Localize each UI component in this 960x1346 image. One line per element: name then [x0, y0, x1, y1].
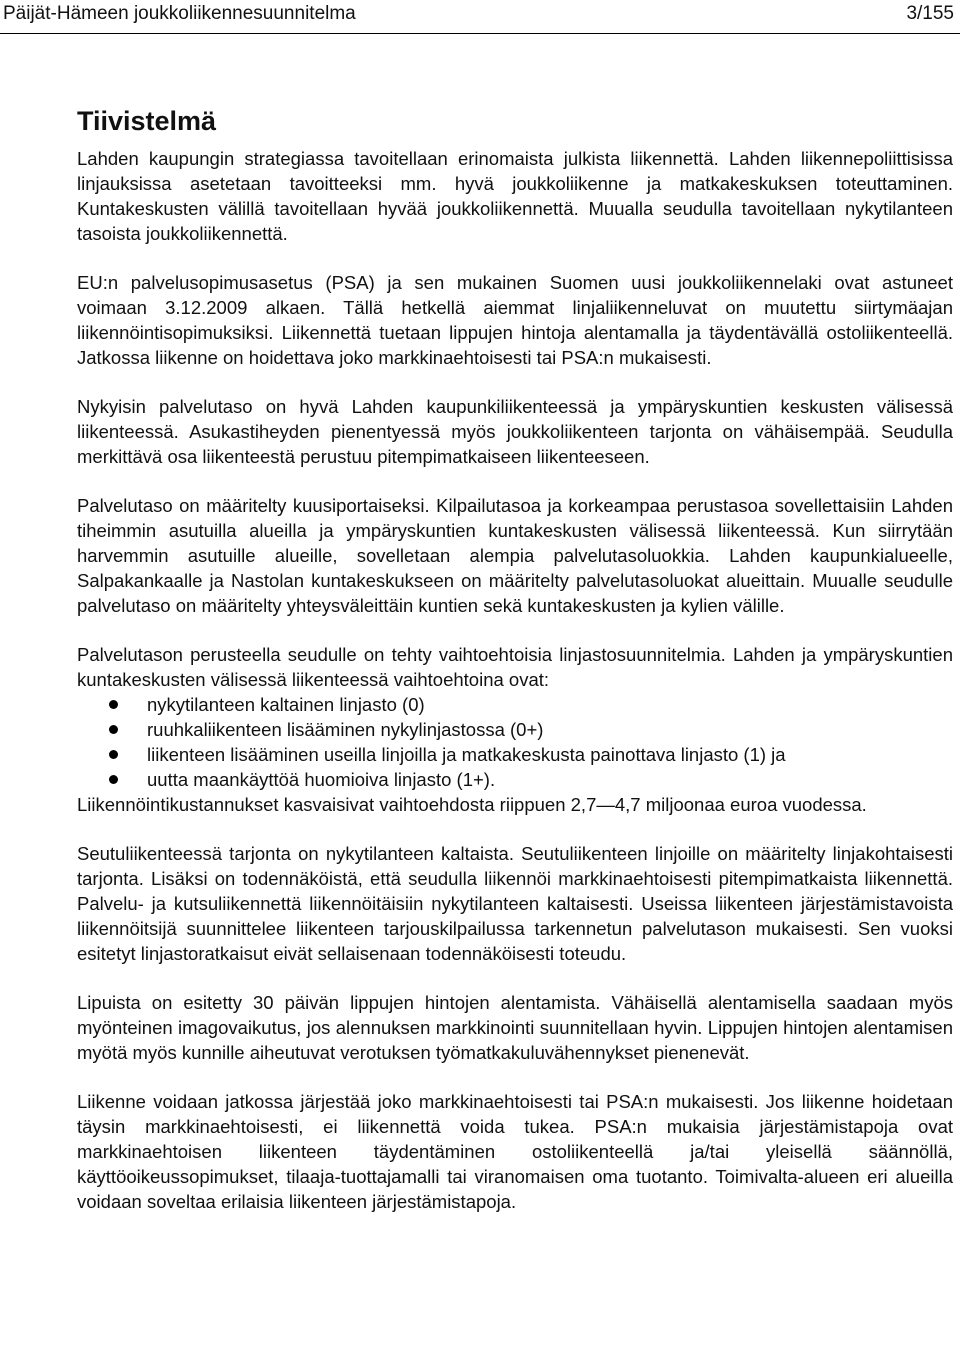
list-item — [77, 717, 953, 742]
paragraph: Palvelutaso on määritelty kuusiportaiseksi. Kilpailutasoa ja korkeampaa perustasoa sovellettaisiin Lahden tiheimmin asutuilla alueilla ja ympäryskuntien kuntakeskusten välisessä liikenteessä. Kun siirrytään harvemmin asutuille alueille, sovelletaan alempia palvelutasoluokkia. Lahden kaupunkialueelle, Salpakankaalle ja Nastolan kuntakeskukseen on määritelty palvelutasoluokat alueittain. Muualle seudulle palvelutaso on määritelty yhteysväleittäin kuntien sekä kuntakeskusten ja kylien välille. — [77, 495, 953, 616]
list-item-text: nykytilanteen kaltainen linjasto (0) — [147, 694, 425, 715]
list-item — [77, 692, 953, 717]
alternatives-list — [77, 692, 953, 792]
document-title: Päijät-Hämeen joukkoliikennesuunnitelma — [3, 3, 356, 24]
paragraph: Palvelutason perusteella seudulle on tehty vaihtoehtoisia linjastosuunnitelmia. Lahden ja ympäryskuntien kuntakeskusten välisessä liikenteessä vaihtoehtoina ovat: — [77, 644, 953, 690]
bullet-icon — [109, 775, 118, 784]
paragraph: Nykyisin palvelutaso on hyvä Lahden kaupunkiliikenteessä ja ympäryskuntien keskusten välisessä liikenteessä. Asukastiheyden pienentyessä myös joukkoliikenteen tarjonta on vähäisempää. Seudulla merkittävä osa liikenteestä perustuu pitempimatkaiseen liikenteeseen. — [77, 396, 953, 467]
list-item-text: ruuhkaliikenteen lisääminen nykylinjastossa (0+) — [147, 719, 544, 740]
list-item — [77, 742, 953, 767]
bullet-icon — [109, 750, 118, 759]
paragraph: Seutuliikenteessä tarjonta on nykytilanteen kaltaista. Seutuliikenteen linjoille on määritelty linjakohtaisesti tarjonta. Lisäksi on todennäköistä, että seudulla liikennöi markkinaehtoisesti pitempimatkaista liikennettä. Palvelu- ja kutsuliikennettä liikennöitäisiin nykytilanteen kaltaisesti. Useissa liikenteen järjestämistavoista liikennöitsijä suunnittelee liikenteen tarjouskilpailussa tarkennetun palvelutason mukaisesti. Sen vuoksi esitetyt linjastoratkaisut eivät sellaisenaan todennäköisesti toteudu. — [77, 843, 953, 964]
list-item — [77, 767, 953, 792]
paragraph: Liikenne voidaan jatkossa järjestää joko markkinaehtoisesti tai PSA:n mukaisesti. Jos liikenne hoidetaan täysin markkinaehtoisesti, ei liikennettä voida tukea. PSA:n mukaisia järjestämistapoja ovat markkinaehtoisen liikenteen täydentäminen ostoliikenteellä ja/tai yleisellä säännöllä, käyttöoikeussopimukset, tilaaja-tuottajamalli tai viranomaisen oma tuotanto. Toimivalta-alueen eri alueilla voidaan soveltaa erilaisia liikenteen järjestämistapoja. — [77, 1091, 953, 1212]
document-body — [77, 104, 953, 1214]
section-heading: Tiivistelmä — [77, 106, 217, 136]
paragraph: Lipuista on esitetty 30 päivän lippujen hintojen alentamista. Vähäisellä alentamisella saadaan myös myönteinen imagovaikutus, jos alennuksen markkinointi suunnitellaan hyvin. Lippujen hintojen alentamisen myötä myös kunnille aiheutuvat verotuksen työmatkakuluvähennykset pienenevät. — [77, 992, 953, 1063]
page-header — [0, 0, 960, 34]
list-item-text: liikenteen lisääminen useilla linjoilla ja matkakeskusta painottava linjasto (1) ja — [147, 744, 786, 765]
bullet-icon — [109, 700, 118, 709]
bullet-icon — [109, 725, 118, 734]
list-item-text: uutta maankäyttöä huomioiva linjasto (1+). — [147, 769, 496, 790]
paragraph: Lahden kaupungin strategiassa tavoitellaan erinomaista julkista liikennettä. Lahden liikennepoliittisissa linjauksissa asetetaan tavoitteeksi mm. hyvä joukkoliikenne ja matkakeskuksen toteuttaminen. Kuntakeskusten välillä tavoitellaan hyvää joukkoliikennettä. Muualla seudulla tavoitellaan nykytilanteen tasoista joukkoliikennettä. — [77, 148, 953, 244]
paragraph: Liikennöintikustannukset kasvaisivat vaihtoehdosta riippuen 2,7—4,7 miljoonaa euroa vuodessa. — [77, 794, 867, 815]
paragraph: EU:n palvelusopimusasetus (PSA) ja sen mukainen Suomen uusi joukkoliikennelaki ovat astuneet voimaan 3.12.2009 alkaen. Tällä hetkellä aiemmat linjaliikenneluvat on muutettu siirtymäajan liikennöintisopimuksiksi. Liikennettä tuetaan lippujen hintoja alentamalla ja täydentävällä ostoliikenteellä. Jatkossa liikenne on hoidettava joko markkinaehtoisesti tai PSA:n mukaisesti. — [77, 272, 953, 368]
page-number: 3/155 — [906, 3, 954, 24]
